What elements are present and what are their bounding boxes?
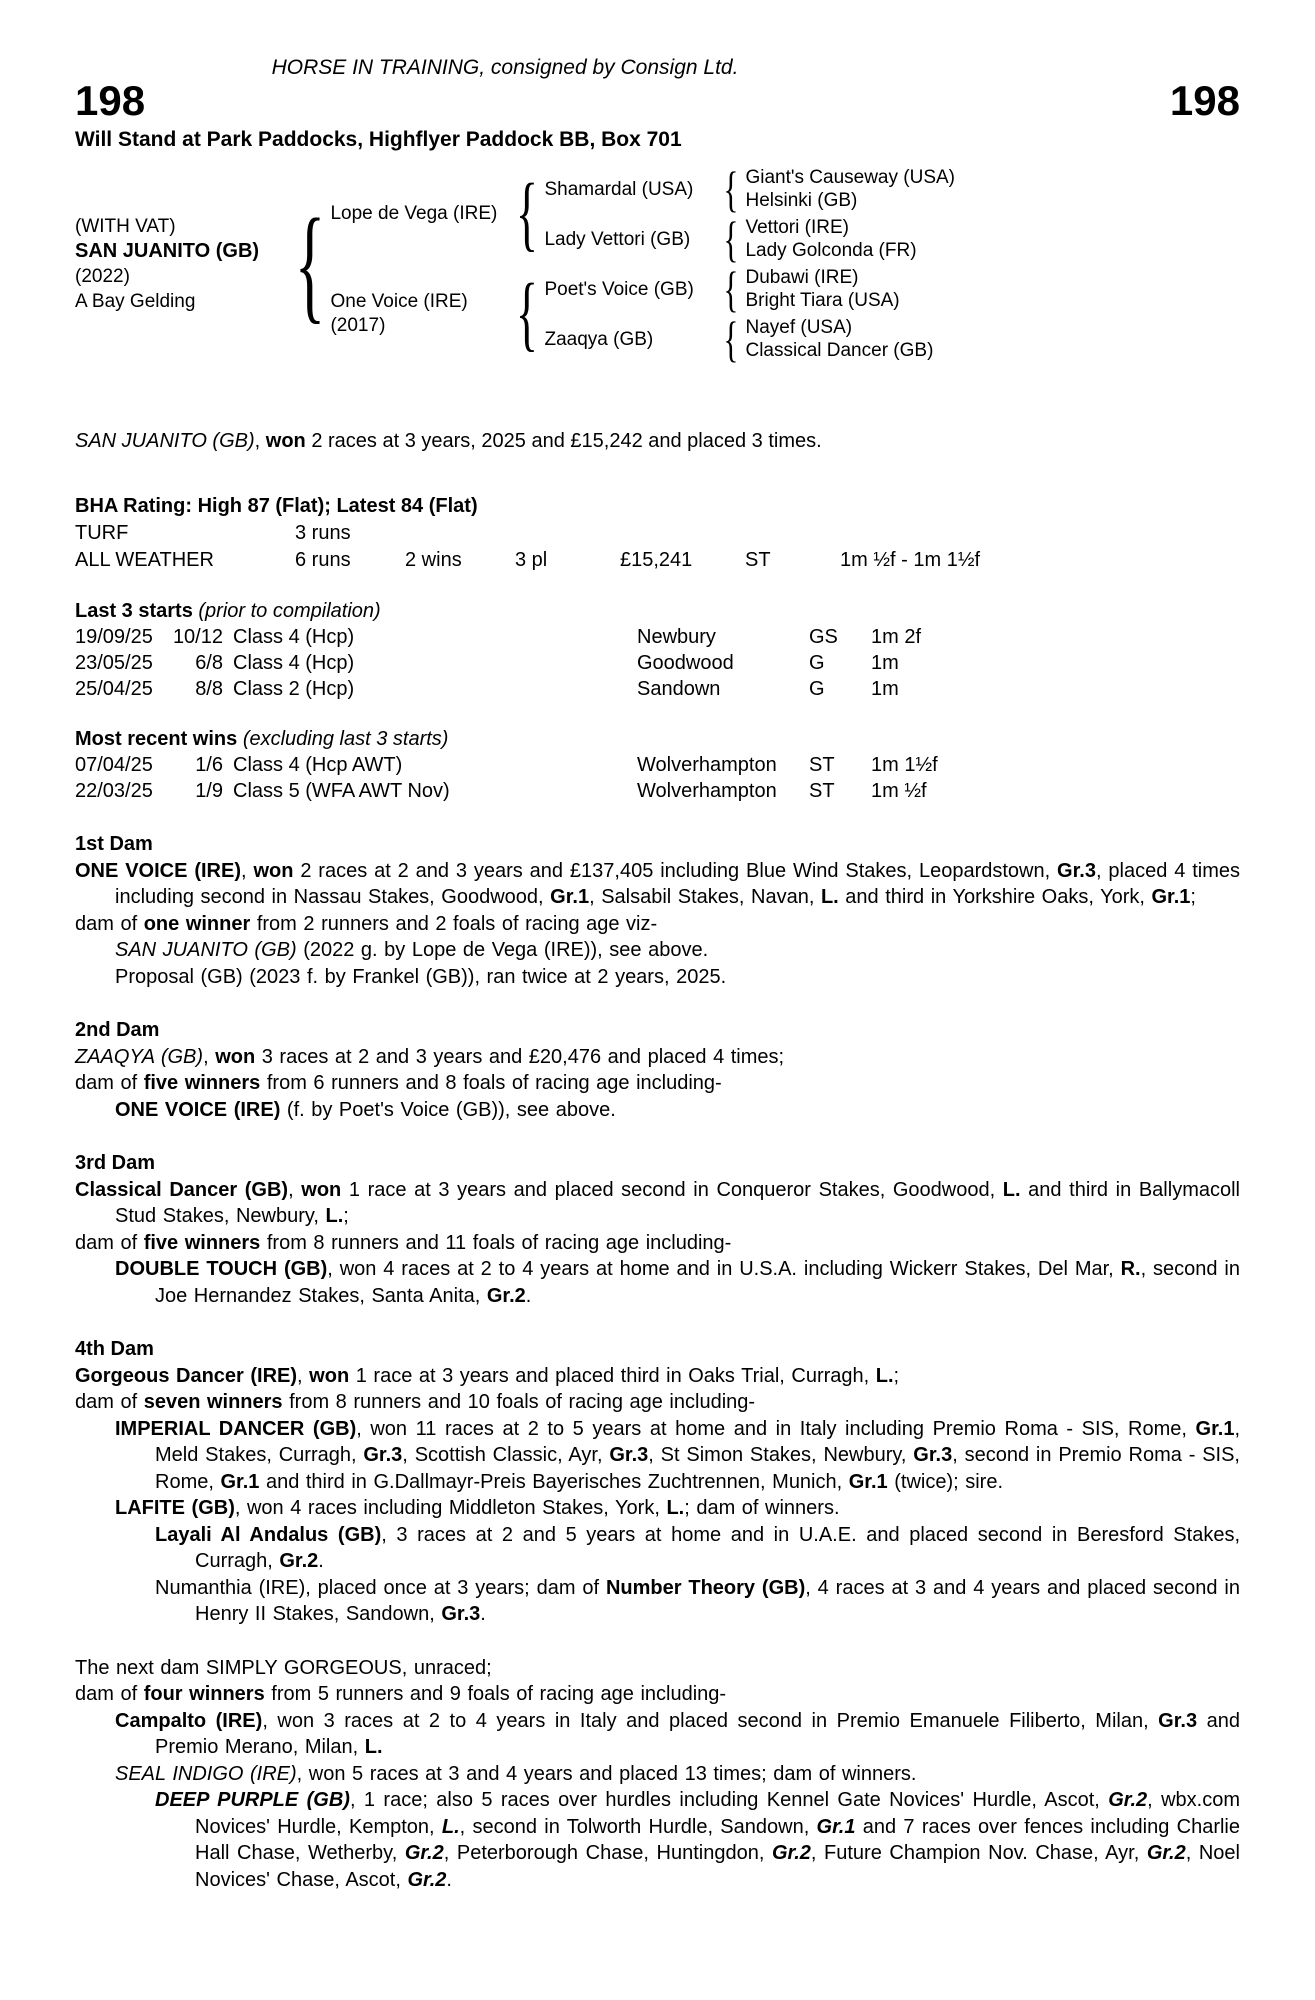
places-value — [515, 520, 620, 547]
catalog-title: HORSE IN TRAINING, consigned by Consign Ltd. — [271, 56, 739, 79]
catalog-paragraph: dam of one winner from 2 runners and 2 foals of racing age viz- — [75, 912, 658, 935]
course-name: Wolverhampton — [637, 780, 777, 802]
going-code: G — [809, 652, 825, 674]
great-grandparent-name: Bright Tiara (USA) — [745, 290, 900, 311]
dam-section — [75, 1655, 1240, 1894]
race-distance: 1m ½f — [871, 780, 927, 802]
subject-name: SAN JUANITO (GB) — [75, 240, 260, 262]
great-grandparent-name: Giant's Causeway (USA) — [745, 167, 955, 188]
sire-grandparents — [544, 161, 955, 267]
subject-description: A Bay Gelding — [75, 291, 196, 312]
grandparent-branch — [544, 311, 934, 367]
grandparent-name: Lady Vettori (GB) — [544, 228, 691, 250]
great-grandparent-name: Dubawi (IRE) — [745, 267, 859, 288]
dam-sections — [75, 831, 1240, 1893]
subject-vat-note: (WITH VAT) — [75, 216, 176, 237]
going-code: ST — [809, 754, 835, 776]
places-value: 3 pl — [515, 549, 548, 571]
dam-section — [75, 1150, 1240, 1309]
lot-number-left: 198 — [75, 77, 146, 124]
surface-label: ALL WEATHER — [75, 549, 214, 571]
table-row — [75, 752, 1240, 778]
catalog-paragraph: ONE VOICE (IRE) (f. by Poet's Voice (GB)), see above. — [115, 1098, 616, 1121]
sire-name: Lope de Vega (IRE) — [330, 203, 498, 224]
dam-grandparents — [544, 261, 934, 367]
dam-name-block — [330, 290, 514, 338]
catalog-paragraph: DOUBLE TOUCH (GB), won 4 races at 2 to 4 years at home and in U.S.A. including Wickerr Stakes, Del Mar, R., second in Joe Hernandez Stakes, Santa Anita, Gr.2. — [115, 1258, 1240, 1307]
going-code: G — [809, 678, 825, 700]
great-grandparent-name: Helsinki (GB) — [745, 190, 858, 211]
pedigree-tree — [75, 161, 955, 367]
lot-number-right: 198 — [1169, 77, 1240, 124]
dam-year: (2017) — [330, 315, 386, 336]
race-distance: 1m 2f — [871, 626, 922, 648]
runs-value: 3 runs — [295, 522, 351, 544]
grandparent-name: Zaaqya (GB) — [544, 328, 654, 350]
course-name: Sandown — [637, 678, 721, 700]
grandparent-name: Shamardal (USA) — [544, 178, 694, 200]
wins-value — [405, 520, 515, 547]
course-name: Goodwood — [637, 652, 734, 674]
great-grandparent-name: Vettori (IRE) — [745, 217, 849, 238]
grandparent-branch — [544, 211, 955, 267]
dam-section-heading: 3rd Dam — [75, 1152, 156, 1174]
distance-range — [840, 520, 1240, 547]
race-distance: 1m 1½f — [871, 754, 938, 776]
course-name: Newbury — [637, 626, 716, 648]
great-grandparent-name: Nayef (USA) — [745, 317, 853, 338]
earnings-value: £15,241 — [620, 549, 693, 571]
catalog-paragraph: dam of five winners from 6 runners and 8 foals of racing age including- — [75, 1072, 722, 1094]
great-grandparent-name: Classical Dancer (GB) — [745, 340, 934, 361]
catalog-paragraph: Campalto (IRE), won 3 races at 2 to 4 years in Italy and placed second in Premio Emanuele Filiberto, Milan, Gr.3 and Premio Merano, Milan, L. — [115, 1709, 1240, 1758]
table-row — [75, 778, 1240, 804]
dam-section — [75, 1336, 1240, 1628]
catalog-paragraph: dam of seven winners from 8 runners and 10 foals of racing age including- — [75, 1391, 756, 1413]
runs-value: 6 runs — [295, 549, 351, 571]
catalog-paragraph: SEAL INDIGO (IRE), won 5 races at 3 and 4 years and placed 13 times; dam of winners. — [115, 1762, 917, 1785]
catalog-paragraph: Classical Dancer (GB), won 1 race at 3 years and placed second in Conqueror Stakes, Goodwood, L. and third in Ballymacoll Stud Stakes, Newbury, L.; — [75, 1178, 1240, 1227]
race-class: Class 4 (Hcp AWT) — [233, 754, 403, 776]
going-value — [745, 520, 840, 547]
dam-section-heading: 2nd Dam — [75, 1019, 160, 1041]
catalog-paragraph: dam of four winners from 5 runners and 9 foals of racing age including- — [75, 1683, 727, 1705]
recent-wins-table — [75, 726, 1240, 804]
race-distance: 1m — [871, 678, 899, 700]
pedigree-subject — [75, 214, 290, 314]
recent-wins-heading: Most recent wins (excluding last 3 starts) — [75, 728, 449, 750]
brace-icon: { — [724, 311, 739, 367]
catalog-paragraph: SAN JUANITO (GB) (2022 g. by Lope de Vega (IRE)), see above. — [115, 939, 709, 961]
dam-section — [75, 831, 1240, 990]
brace-icon: { — [516, 167, 539, 260]
dam-name: One Voice (IRE) — [330, 291, 468, 312]
last-starts-heading: Last 3 starts (prior to compilation) — [75, 600, 381, 622]
going-code: ST — [809, 780, 835, 802]
finish-position: 8/8 — [195, 678, 223, 700]
bha-rating-heading: BHA Rating: High 87 (Flat); Latest 84 (Flat) — [75, 495, 478, 517]
table-row — [75, 624, 1240, 650]
catalog-paragraph: LAFITE (GB), won 4 races including Middleton Stakes, York, L.; dam of winners. — [115, 1497, 840, 1519]
race-class: Class 5 (WFA AWT Nov) — [233, 780, 450, 802]
catalog-paragraph: ONE VOICE (IRE), won 2 races at 2 and 3 years and £137,405 including Blue Wind Stakes, Leopardstown, Gr.3, placed 4 times including second in Nassau Stakes, Goodwood, Gr.1, Salsabil Stakes, Navan, L. and third in Yorkshire Oaks, York, Gr.1; — [75, 859, 1240, 908]
subject-year: (2022) — [75, 266, 130, 287]
stand-location: Will Stand at Park Paddocks, Highflyer Paddock BB, Box 701 — [75, 128, 682, 151]
dam-section-heading: 1st Dam — [75, 833, 153, 855]
table-row — [75, 547, 1240, 574]
bha-rating-block — [75, 493, 1240, 574]
table-row — [75, 520, 1240, 547]
race-date: 22/03/25 — [75, 780, 153, 802]
grandparent-branch — [544, 261, 933, 317]
brace-icon: { — [295, 193, 326, 335]
race-summary: SAN JUANITO (GB), won 2 races at 3 years, 2025 and £15,242 and placed 3 times. — [75, 430, 822, 452]
brace-icon: { — [724, 261, 739, 317]
catalog-paragraph: Layali Al Andalus (GB), 3 races at 2 and 5 years at home and in U.A.E. and placed second in Beresford Stakes, Curragh, Gr.2. — [155, 1523, 1240, 1572]
race-class: Class 2 (Hcp) — [233, 678, 355, 700]
finish-position: 1/9 — [195, 780, 223, 802]
finish-position: 10/12 — [172, 626, 223, 648]
race-date: 25/04/25 — [75, 678, 153, 700]
lot-number-row — [75, 77, 1240, 124]
dam-section — [75, 1017, 1240, 1123]
surface-label: TURF — [75, 522, 129, 544]
finish-position: 1/6 — [195, 754, 223, 776]
earnings-value — [620, 520, 745, 547]
race-date: 19/09/25 — [75, 626, 153, 648]
sire-name-block — [330, 202, 514, 226]
brace-icon: { — [724, 211, 739, 267]
race-class: Class 4 (Hcp) — [233, 626, 355, 648]
going-value: ST — [745, 549, 771, 571]
catalog-paragraph: ZAAQYA (GB), won 3 races at 2 and 3 years and £20,476 and placed 4 times; — [75, 1045, 785, 1068]
brace-icon: { — [724, 161, 739, 217]
catalog-paragraph: IMPERIAL DANCER (GB), won 11 races at 2 to 5 years at home and in Italy including Premio Roma - SIS, Rome, Gr.1, Meld Stakes, Curragh, Gr.3, Scottish Classic, Ayr, Gr.3, St Simon Stakes, Newbury, Gr.3, second in Premio Roma - SIS, Rome, Gr.1 and third in G.Dallmayr-Preis Bayerisches Zuchtrennen, Munich, Gr.1 (twice); sire. — [115, 1417, 1241, 1493]
grandparent-branch — [544, 161, 955, 217]
catalog-paragraph: Gorgeous Dancer (IRE), won 1 race at 3 years and placed third in Oaks Trial, Curragh, L.; — [75, 1364, 900, 1387]
last-starts-table — [75, 598, 1240, 702]
sire-branch — [330, 161, 955, 267]
catalog-paragraph: dam of five winners from 8 runners and 11 foals of racing age including- — [75, 1231, 732, 1254]
race-class: Class 4 (Hcp) — [233, 652, 355, 674]
course-name: Wolverhampton — [637, 754, 777, 776]
distance-range: 1m ½f - 1m 1½f — [840, 549, 981, 571]
race-distance: 1m — [871, 652, 899, 674]
catalog-paragraph: DEEP PURPLE (GB), 1 race; also 5 races over hurdles including Kennel Gate Novices' Hurdle, Ascot, Gr.2, wbx.com Novices' Hurdle, Kempton, L., second in Tolworth Hurdle, Sandown, Gr.1 and 7 races over fences including Charlie Hall Chase, Wetherby, Gr.2, Peterborough Chase, Huntingdon, Gr.2, Future Champion Nov. Chase, Ayr, Gr.2, Noel Novices' Chase, Ascot, Gr.2. — [155, 1789, 1240, 1891]
pedigree-parents-column — [330, 161, 955, 367]
going-code: GS — [809, 626, 838, 648]
brace-icon: { — [516, 267, 539, 360]
race-date: 23/05/25 — [75, 652, 153, 674]
race-date: 07/04/25 — [75, 754, 153, 776]
great-grandparent-name: Lady Golconda (FR) — [745, 240, 917, 261]
catalog-paragraph: Proposal (GB) (2023 f. by Frankel (GB)), ran twice at 2 years, 2025. — [115, 965, 727, 988]
wins-value: 2 wins — [405, 549, 462, 571]
table-row — [75, 676, 1240, 702]
dam-branch — [330, 261, 955, 367]
finish-position: 6/8 — [195, 652, 223, 674]
catalog-paragraph: Numanthia (IRE), placed once at 3 years; dam of Number Theory (GB), 4 races at 3 and 4 years and placed second in Henry II Stakes, Sandown, Gr.3. — [155, 1576, 1240, 1625]
table-row — [75, 650, 1240, 676]
dam-section-heading: 4th Dam — [75, 1338, 154, 1360]
catalog-paragraph: The next dam SIMPLY GORGEOUS, unraced; — [75, 1656, 492, 1679]
grandparent-name: Poet's Voice (GB) — [544, 278, 694, 300]
